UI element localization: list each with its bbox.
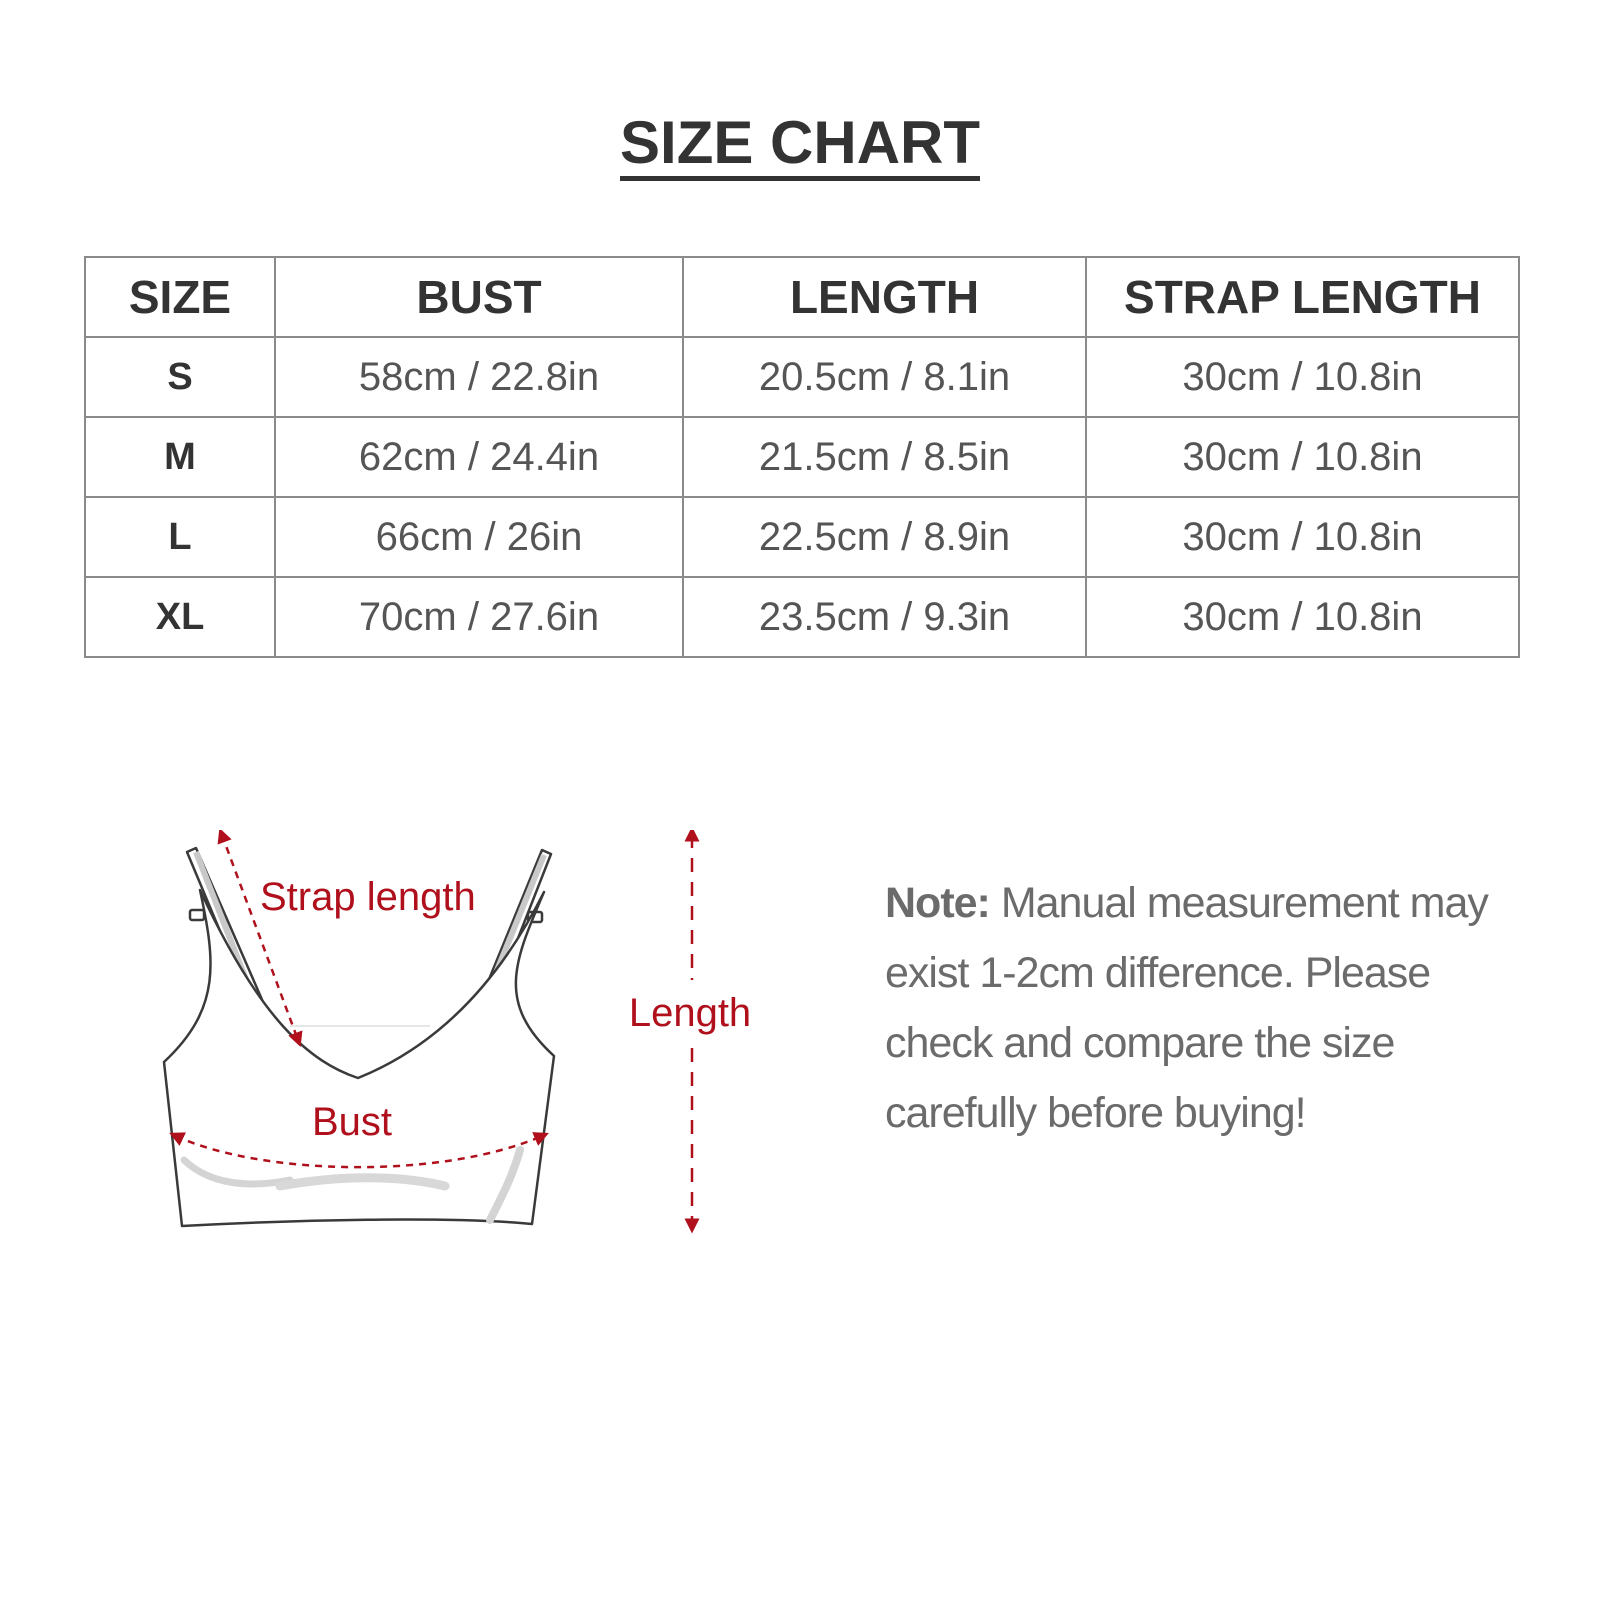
strap-cell: 30cm / 10.8in: [1086, 577, 1519, 657]
bust-cell: 70cm / 27.6in: [275, 577, 683, 657]
table-row: [85, 337, 1519, 417]
header-bust: BUST: [275, 257, 683, 337]
table-header-row: [85, 257, 1519, 337]
garment-diagram: [140, 830, 800, 1280]
length-cell: 22.5cm / 8.9in: [683, 497, 1086, 577]
note-text: [885, 868, 1545, 1148]
strap-length-label: Strap length: [260, 875, 476, 919]
size-cell: S: [85, 337, 275, 417]
size-chart-title-wrap: [0, 110, 1600, 181]
size-cell: M: [85, 417, 275, 497]
bust-cell: 62cm / 24.4in: [275, 417, 683, 497]
length-cell: 21.5cm / 8.5in: [683, 417, 1086, 497]
header-strap-length: STRAP LENGTH: [1086, 257, 1519, 337]
size-cell: L: [85, 497, 275, 577]
size-table: [84, 256, 1520, 658]
length-cell: 23.5cm / 9.3in: [683, 577, 1086, 657]
bust-label: Bust: [312, 1100, 393, 1144]
length-label: Length: [628, 991, 752, 1035]
strap-cell: 30cm / 10.8in: [1086, 337, 1519, 417]
strap-cell: 30cm / 10.8in: [1086, 497, 1519, 577]
size-cell: XL: [85, 577, 275, 657]
strap-cell: 30cm / 10.8in: [1086, 417, 1519, 497]
header-length: LENGTH: [683, 257, 1086, 337]
table-row: [85, 577, 1519, 657]
length-cell: 20.5cm / 8.1in: [683, 337, 1086, 417]
bust-cell: 58cm / 22.8in: [275, 337, 683, 417]
table-row: [85, 417, 1519, 497]
page-title: SIZE CHART: [620, 110, 980, 181]
bust-cell: 66cm / 26in: [275, 497, 683, 577]
header-size: SIZE: [85, 257, 275, 337]
note-body: Manual measurement may exist 1-2cm difference. Please check and compare the size carefully before buying!: [885, 879, 1488, 1137]
table-row: [85, 497, 1519, 577]
note-label: Note:: [885, 879, 990, 927]
